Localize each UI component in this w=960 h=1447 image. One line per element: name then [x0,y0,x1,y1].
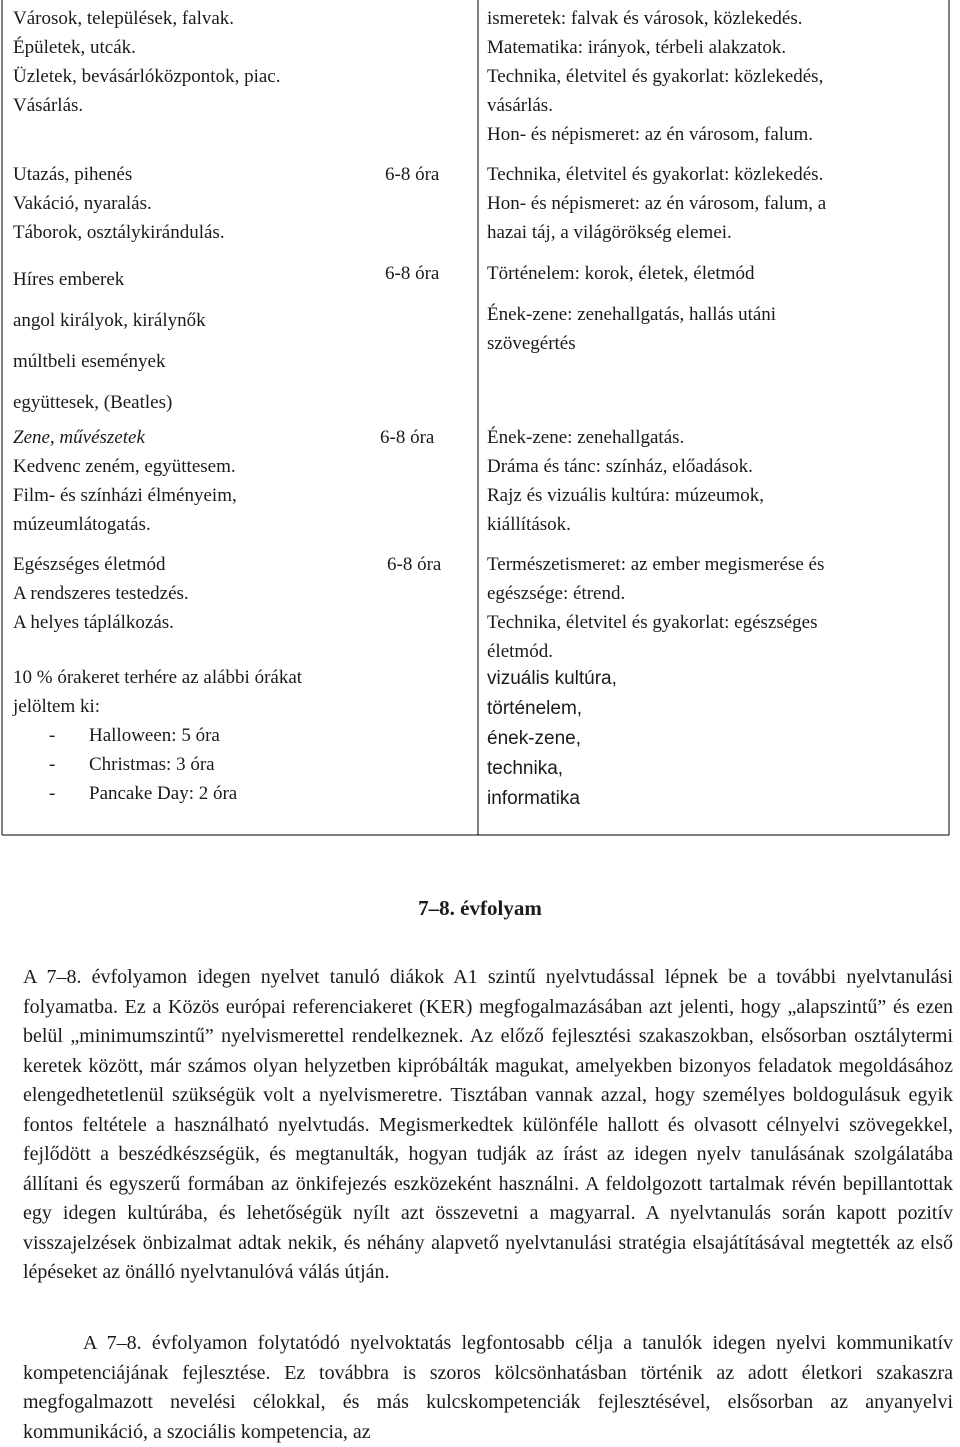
row-2-hours: 6-8 óra [385,164,440,185]
link-line: ismeretek: falvak és városok, közlekedés. [487,8,803,29]
topic-line: 10 % órakeret terhére az alábbi órákat [13,667,303,688]
topic-line: Film- és színházi élményeim, [13,485,237,506]
topic-line: A helyes táplálkozás. [13,612,174,633]
row-4-topic [13,423,237,539]
topic-heading: Zene, művészetek [13,427,145,448]
row-3-topic [13,259,206,423]
extra-hours-list [13,721,302,808]
link-line: Ének-zene: zenehallgatás. [487,427,685,448]
topic-line: Vásárlás. [13,95,84,116]
topic-line: Épületek, utcák. [13,37,136,58]
link-line: ének-zene, [487,728,582,749]
topic-line: Híres emberek [13,269,125,290]
row-2-topic [13,160,225,247]
topic-line: Táborok, osztálykirándulás. [13,222,225,243]
topic-line: együttesek, (Beatles) [13,392,173,413]
row-5-links [487,550,824,666]
list-item-text: Halloween: 5 óra [89,725,220,746]
row-3-links [487,259,776,358]
link-line: Természetismeret: az ember megismerése és [487,554,825,575]
row-4-links [487,423,764,539]
body-paragraph: A 7–8. évfolyamon idegen nyelvet tanuló diákok A1 szintű nyelvtudással lépnek be a további nyelvtanulási folyamatba. Ez a Közös európai referenciakeret (KER) megfogalmazásában azt jelenti, hogy „alapszintű” és ezen belül „minimumszintű” nyelvismerettel rendelkeznek. Az előző fejlesztési szakaszokban, elsősorban osztálytermi keretek között, már számos olyan helyzetben kipróbálták magukat, amelyekben bizonyos feladatok megoldásához elengedhetetlenül szükségük volt a nyelvismeretre. Tisztában vannak azzal, hogy személyes boldogulásuk egyik fontos feltétele a használható nyelvtudás. Megismerkedtek különféle hallott és olvasott célnyelvi szövegekkel, fejlődött a beszédkészségük, és megtanulták, hogyan tudják az írást az idegen nyelv tanulásának szolgálatába állítani és egyszerű formában az önkifejezés eszközeként használni. A feldolgozott tartalmak révén bepillantottak egy idegen kultúrába, és lehetőségük nyílt azt összevetni a magyarral. A nyelvtanulás során kapott pozitív visszajelzések önbizalmat adtak nekik, és néhány alapvető nyelvtanulási stratégia elsajátításával megtették az első lépéseket az önálló nyelvtanulóvá válás útján. [23,966,953,1283]
topic-line: jelöltem ki: [13,696,101,717]
list-item-text: Christmas: 3 óra [89,754,215,775]
row-1-links [487,4,823,149]
row-1-topic [13,4,280,120]
row-2-links [487,160,826,247]
link-line: vásárlás. [487,95,553,116]
row-5-hours: 6-8 óra [387,554,442,575]
topic-line: Üzletek, bevásárlóközpontok, piac. [13,66,281,87]
row-3-hours: 6-8 óra [385,263,440,284]
list-bullet: - [49,725,56,746]
topic-line: Utazás, pihenés [13,164,133,185]
topic-line: múltbeli események [13,351,166,372]
link-line: kiállítások. [487,514,571,535]
row-4-hours: 6-8 óra [380,427,435,448]
list-item-text: Pancake Day: 2 óra [89,783,238,804]
body-paragraph: A 7–8. évfolyamon folytatódó nyelvoktatás legfontosabb célja a tanulók idegen nyelvi kommunikatív kompetenciájának fejlesztése. Ez továbbra is szoros kölcsönhatásban történik az adott életkori szakaszra megfogalmazott nevelési célokkal, és más kulcskompetenciák fejlesztésével, elsősorban az anyanyelvi kommunikáció, a szociális kompetencia, az [23,1332,953,1443]
topic-line: Városok, települések, falvak. [13,8,235,29]
topic-line: A rendszeres testedzés. [13,583,189,604]
list-item [13,721,302,750]
topic-line: múzeumlátogatás. [13,514,151,535]
link-line: Technika, életvitel és gyakorlat: egészséges [487,612,818,633]
link-line: Hon- és népismeret: az én városom, falum. [487,124,814,145]
link-line: Rajz és vizuális kultúra: múzeumok, [487,485,765,506]
link-line: Hon- és népismeret: az én városom, falum, a [487,193,827,214]
row-5-topic [13,550,189,637]
list-item [13,750,302,779]
link-line: Dráma és tánc: színház, előadások. [487,456,753,477]
list-bullet: - [49,754,56,775]
link-line: technika, [487,758,564,779]
link-line: életmód. [487,641,553,662]
link-line: Történelem: korok, életek, életmód [487,263,755,284]
topic-line: angol királyok, királynők [13,310,206,331]
link-line: hazai táj, a világörökség elemei. [487,222,732,243]
list-bullet: - [49,783,56,804]
topic-line: Kedvenc zeném, együttesem. [13,456,236,477]
link-line: informatika [487,788,580,809]
link-line: történelem, [487,698,583,719]
link-line: Technika, életvitel és gyakorlat: közlekedés, [487,66,824,87]
link-line: Ének-zene: zenehallgatás, hallás utáni [487,304,777,325]
topic-line: Vakáció, nyaralás. [13,193,152,214]
link-line: vizuális kultúra, [487,668,617,689]
topic-line: Egészséges életmód [13,554,166,575]
row-6-links [487,664,617,814]
list-item [13,779,302,808]
link-line: szövegértés [487,333,576,354]
section-heading: 7–8. évfolyam [418,896,542,920]
link-line: Technika, életvitel és gyakorlat: közlekedés. [487,164,824,185]
link-line: Matematika: irányok, térbeli alakzatok. [487,37,787,58]
link-line: egészsége: étrend. [487,583,626,604]
row-6-topic [13,663,302,808]
